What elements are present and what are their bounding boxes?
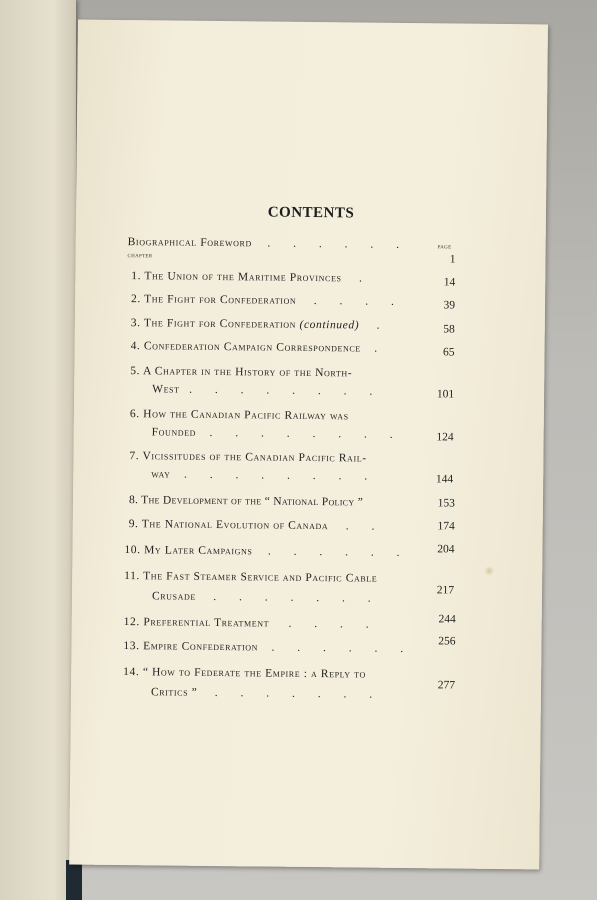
chapter-page: 277 xyxy=(437,679,456,692)
chapter-title: “ How to Federate the Empire : a Reply to xyxy=(142,666,366,681)
chapter-number: 9. xyxy=(128,518,139,531)
page-title: CONTENTS xyxy=(267,204,355,222)
toc-entry xyxy=(124,616,379,631)
chapter-page: 204 xyxy=(437,543,455,556)
paper-stain xyxy=(484,566,494,576)
leader-dots: . . . . . . . xyxy=(214,687,383,701)
chapter-title: Preferential Treatment xyxy=(143,616,270,630)
chapter-page: 244 xyxy=(438,613,456,626)
chapter-page: 14 xyxy=(443,276,456,289)
book-cover-edge xyxy=(66,860,82,900)
toc-entry xyxy=(129,494,363,508)
chapter-number: 3. xyxy=(130,317,141,330)
chapter-number: 4. xyxy=(130,340,141,353)
toc-entry-continuation xyxy=(151,686,382,700)
toc-entry-continuation xyxy=(152,590,381,604)
leader-dots: . . . . . . xyxy=(271,641,414,656)
chapter-title: The Union of the Maritime Provinces xyxy=(144,270,342,285)
chapter-number: 10. xyxy=(124,544,141,557)
toc-entry xyxy=(124,544,409,559)
chapter-page: 39 xyxy=(443,299,456,312)
foreword-page: 1 xyxy=(449,253,456,266)
chapter-number: 11. xyxy=(124,570,140,583)
page-column-label: PAGE xyxy=(437,245,452,251)
leader-dots: . . . . xyxy=(313,295,404,308)
chapter-column-label: CHAPTER xyxy=(127,254,153,260)
toc-entry xyxy=(130,408,349,422)
chapter-title: Confederation Campaign Correspondence xyxy=(143,340,361,355)
chapter-title: The Fight for Confederation xyxy=(144,293,297,307)
leader-dots: . xyxy=(374,342,388,355)
chapter-title: The National Evolution of Canada xyxy=(141,518,329,533)
toc-entry xyxy=(123,640,413,655)
foreword-title: Biographical Foreword xyxy=(127,236,252,250)
chapter-title: How the Canadian Pacific Railway was xyxy=(143,408,349,423)
toc-entry xyxy=(129,450,366,464)
chapter-page: 256 xyxy=(438,635,456,648)
chapter-title-continued: West xyxy=(152,383,180,396)
toc-entry-continuation xyxy=(152,426,403,441)
chapter-number: 13. xyxy=(123,640,140,653)
chapter-page: 58 xyxy=(443,323,455,336)
chapter-page: 217 xyxy=(436,584,455,597)
chapter-page: 174 xyxy=(437,520,455,533)
chapter-title-note: (continued) xyxy=(299,318,360,332)
toc-entry xyxy=(131,317,390,332)
chapter-number: 12. xyxy=(123,616,140,629)
leader-dots: . xyxy=(376,319,390,332)
leader-dots: . . . . . . . xyxy=(213,590,381,605)
leader-dots: . . . . . . . . xyxy=(209,426,403,441)
chapter-title: My Later Campaigns xyxy=(144,544,253,558)
chapter-title: The Fast Steamer Service and Pacific Cable xyxy=(143,570,378,585)
leader-dots: . . xyxy=(345,520,385,533)
chapter-page: 144 xyxy=(435,473,454,486)
chapter-page: 65 xyxy=(442,346,455,359)
chapter-number: 7. xyxy=(129,450,140,463)
toc-entry-continuation xyxy=(151,468,377,482)
chapter-title-continued: Critics ” xyxy=(150,686,198,699)
chapter-number: 1. xyxy=(131,270,142,283)
foreword-entry xyxy=(128,236,409,251)
leader-dots: . . . . . . . . xyxy=(189,383,383,398)
chapter-title: The Fight for Confederation xyxy=(143,317,297,331)
leader-dots: . . . . . . xyxy=(267,545,410,560)
toc-entry xyxy=(129,518,385,533)
facing-page-edge xyxy=(0,0,76,900)
chapter-number: 8. xyxy=(128,494,139,507)
toc-entry-continuation xyxy=(152,383,382,397)
toc-entry xyxy=(123,666,366,681)
leader-dots: . . . . . . . . xyxy=(183,468,378,483)
leader-dots: . xyxy=(358,272,372,285)
contents-page xyxy=(69,20,548,870)
chapter-number: 2. xyxy=(131,293,141,306)
chapter-title: A Chapter in the History of the North- xyxy=(142,365,353,380)
chapter-title: Vicissitudes of the Canadian Pacific Rail- xyxy=(142,450,367,465)
chapter-number: 5. xyxy=(130,365,141,378)
chapter-title: The Development of the “ National Policy ” xyxy=(141,494,364,509)
toc-entry xyxy=(131,270,372,285)
chapter-title-continued: way xyxy=(151,468,171,481)
chapter-page: 101 xyxy=(436,388,455,401)
toc-entry xyxy=(131,340,388,355)
leader-dots: . . . . xyxy=(288,617,379,631)
chapter-title-continued: Founded xyxy=(151,426,197,439)
toc-entry xyxy=(130,365,352,379)
leader-dots: . . . . . . xyxy=(267,237,410,252)
chapter-page: 124 xyxy=(436,431,454,444)
chapter-number: 6. xyxy=(129,408,140,421)
chapter-title-continued: Crusade xyxy=(151,590,196,603)
chapter-page: 153 xyxy=(437,497,456,510)
toc-entry xyxy=(131,293,404,308)
toc-entry xyxy=(124,570,377,585)
chapter-number: 14. xyxy=(123,666,140,679)
chapter-title: Empire Confederation xyxy=(143,640,259,654)
